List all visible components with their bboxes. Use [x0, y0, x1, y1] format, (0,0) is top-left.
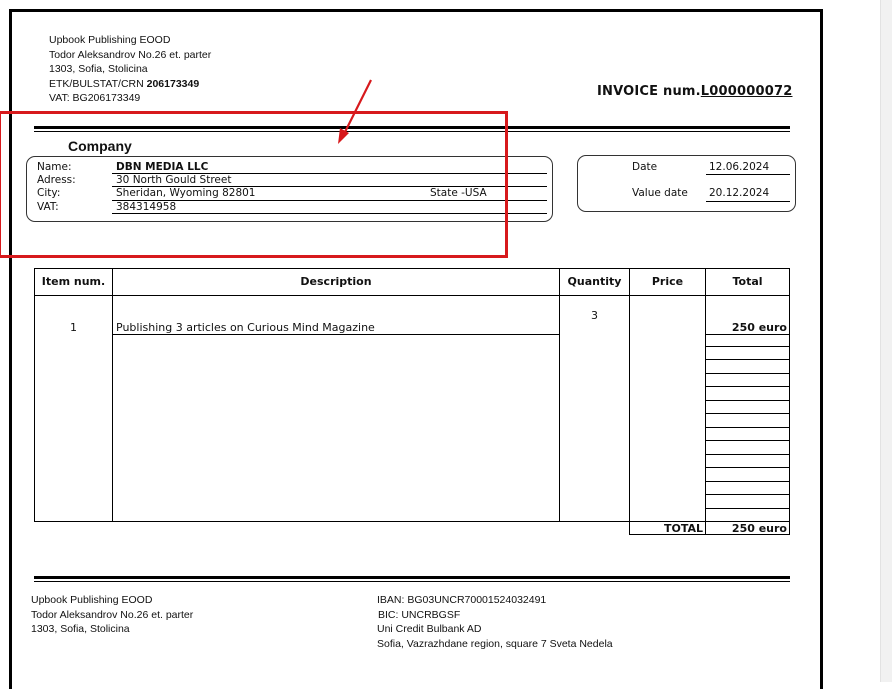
footer-right: [377, 593, 613, 651]
window-scrollbar[interactable]: [880, 0, 892, 682]
footer-address1: Todor Aleksandrov No.26 et. parter: [31, 608, 194, 621]
total-value: 250 euro: [731, 522, 787, 535]
table-col-divider-1: [112, 268, 113, 522]
company-city-value: Sheridan, Wyoming 82801: [116, 187, 256, 199]
company-heading: Company: [68, 138, 132, 154]
row1-quantity: 3: [591, 309, 598, 322]
total-grid-line: [705, 467, 790, 468]
header-total: Total: [732, 275, 763, 288]
row1-item-num: 1: [70, 321, 77, 334]
footer-left: [31, 593, 193, 637]
footer-bank-address: Sofia, Vazrazhdane region, square 7 Sveta Nedela: [377, 637, 613, 650]
total-grid-line: [705, 440, 790, 441]
total-grid-line: [705, 481, 790, 482]
footer-bic: BIC: UNCRBGSF: [378, 608, 461, 621]
total-grid-line: [705, 494, 790, 495]
company-name-value: DBN MEDIA LLC: [116, 161, 209, 173]
date-underline: [706, 174, 790, 175]
total-grid-line: [705, 413, 790, 414]
total-grid-line: [705, 427, 790, 428]
sender-address1: Todor Aleksandrov No.26 et. parter: [49, 48, 212, 61]
footer-iban: IBAN: BG03UNCR70001524032491: [377, 594, 547, 606]
footer-rule-thin: [34, 581, 790, 582]
company-vat-label: VAT:: [37, 201, 59, 213]
company-state-value: State -USA: [430, 187, 487, 199]
invoice-number: L000000072: [700, 84, 793, 99]
annotation-highlight-box: [0, 111, 508, 258]
total-grid-line: [705, 508, 790, 509]
description-row-underline: [112, 334, 559, 335]
footer-company-name: Upbook Publishing EOOD: [31, 594, 153, 606]
total-grid-line: [705, 334, 790, 335]
table-header-bottom: [34, 295, 790, 296]
header-item-num: Item num.: [41, 275, 106, 288]
company-address-label: Adress:: [37, 174, 76, 186]
total-label: TOTAL: [663, 522, 703, 535]
table-col-divider-3: [629, 268, 630, 535]
footer-rule-thick: [34, 576, 790, 579]
row1-description: Publishing 3 articles on Curious Mind Magazine: [116, 321, 375, 334]
header-description: Description: [300, 275, 372, 288]
header-quantity: Quantity: [567, 275, 622, 288]
footer-bank: Uni Credit Bulbank AD: [377, 623, 482, 635]
sender-etk: [49, 77, 211, 92]
date-label: Date: [632, 161, 658, 173]
total-grid-line: [705, 373, 790, 374]
row1-total: 250 euro: [731, 321, 787, 334]
value-date-label: Value date: [632, 187, 688, 199]
company-address-value: 30 North Gould Street: [116, 174, 232, 186]
total-grid-line: [705, 346, 790, 347]
table-border-top: [34, 268, 790, 269]
footer-address2: 1303, Sofia, Stolicina: [31, 623, 130, 635]
annotation-arrow-icon: [330, 76, 380, 148]
invoice-title: [597, 84, 792, 99]
value-date-value: 20.12.2024: [709, 187, 770, 199]
value-date-underline: [706, 201, 790, 202]
table-border-left: [34, 268, 35, 522]
sender-address2: 1303, Sofia, Stolicina: [49, 63, 148, 75]
total-grid-line: [705, 386, 790, 387]
date-value: 12.06.2024: [709, 161, 770, 173]
total-grid-line: [705, 454, 790, 455]
sender-name: Upbook Publishing EOOD: [49, 34, 171, 46]
sender-vat: VAT: BG206173349: [49, 92, 141, 104]
company-city-label: City:: [37, 187, 61, 199]
total-grid-line: [705, 400, 790, 401]
total-grid-line: [705, 359, 790, 360]
sender-block: [49, 33, 211, 106]
table-col-divider-2: [559, 268, 560, 522]
invoice-title-label: INVOICE num.: [597, 84, 701, 99]
header-price: Price: [651, 275, 684, 288]
sender-etk-value: 206173349: [146, 77, 200, 90]
company-vat-value: 384314958: [116, 201, 177, 213]
company-name-label: Name:: [37, 161, 72, 173]
sender-etk-label: ETK/BULSTAT/CRN: [49, 77, 147, 90]
